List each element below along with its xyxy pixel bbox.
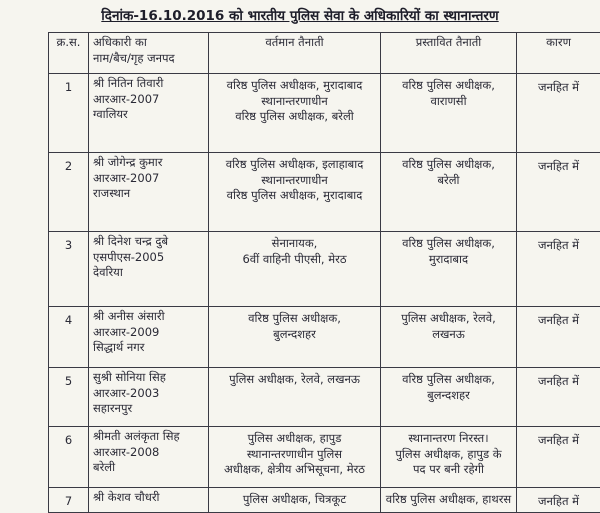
reason-cell: जनहित में [517,232,600,307]
table-row [49,232,600,307]
serial-cell: 4 [49,307,89,368]
current-posting-cell [209,368,381,427]
proposed-posting-cell [381,368,517,427]
header-officer-line-2: नाम/बैच/गृह जनपद [93,51,204,67]
current-posting-line: बुलन्दशहर [213,327,376,343]
current-posting-line: पुलिस अधीक्षक, रेलवे, लखनऊ [213,372,376,388]
header-officer [89,33,209,74]
proposed-posting-line: वरिष्ठ पुलिस अधीक्षक, हाथरस [385,492,512,508]
officer-cell [89,74,209,153]
transfer-table [48,32,600,513]
officer-home-district: बरेली [93,460,204,476]
serial-cell: 3 [49,232,89,307]
header-reason: कारण [517,33,600,74]
current-posting-line: 6वीं वाहिनी पीएसी, मेरठ [213,252,376,268]
header-current-posting: वर्तमान तैनाती [209,33,381,74]
officer-batch: आरआर-2007 [93,92,204,108]
reason-cell: जनहित में [517,488,600,513]
current-posting-line: वरिष्ठ पुलिस अधीक्षक, बरेली [213,109,376,125]
current-posting-line: पुलिस अधीक्षक, हापुड [213,431,376,447]
officer-cell [89,307,209,368]
reason-cell: जनहित में [517,153,600,232]
document-title [0,6,600,24]
officer-home-district: ग्वालियर [93,107,204,123]
officer-cell [89,368,209,427]
proposed-posting-cell [381,232,517,307]
header-proposed-posting: प्रस्तावित तैनाती [381,33,517,74]
reason-cell: जनहित में [517,74,600,153]
document-title-text: दिनांक-16.10.2016 को भारतीय पुलिस सेवा के अधिकारियों का स्थानान्तरण [101,8,498,24]
table-row [49,307,600,368]
current-posting-cell [209,153,381,232]
officer-batch: आरआर-2009 [93,325,204,341]
current-posting-cell [209,427,381,488]
officer-batch: एसपीएस-2005 [93,250,204,266]
current-posting-line: स्थानान्तरणाधीन [213,173,376,189]
proposed-posting-cell [381,153,517,232]
proposed-posting-line: बुलन्दशहर [385,388,512,404]
current-posting-line: वरिष्ठ पुलिस अधीक्षक, इलाहाबाद [213,157,376,173]
current-posting-line: अधीक्षक, क्षेत्रीय अभिसूचना, मेरठ [213,462,376,478]
current-posting-line: स्थानान्तरणाधीन पुलिस [213,447,376,463]
officer-batch: आरआर-2008 [93,445,204,461]
reason-cell: जनहित में [517,427,600,488]
proposed-posting-line: स्थानान्तरण निरस्त। [385,431,512,447]
header-officer-line-1: अधिकारी का [93,35,204,51]
officer-name: श्री नितिन तिवारी [93,76,204,92]
proposed-posting-line: वरिष्ठ पुलिस अधीक्षक, [385,157,512,173]
serial-cell: 5 [49,368,89,427]
current-posting-cell [209,307,381,368]
proposed-posting-cell [381,427,517,488]
proposed-posting-cell [381,307,517,368]
proposed-posting-line: पद पर बनी रहेगी [385,462,512,478]
table-row [49,488,600,513]
proposed-posting-cell [381,74,517,153]
serial-cell: 7 [49,488,89,513]
proposed-posting-line: पुलिस अधीक्षक, रेलवे, [385,311,512,327]
current-posting-cell [209,488,381,513]
proposed-posting-line: पुलिस अधीक्षक, हापुड के [385,447,512,463]
officer-name: श्री दिनेश चन्द्र दुबे [93,234,204,250]
current-posting-line: वरिष्ठ पुलिस अधीक्षक, मुरादाबाद [213,78,376,94]
officer-batch: आरआर-2007 [93,171,204,187]
officer-batch: आरआर-2003 [93,386,204,402]
officer-name: श्री जोगेन्द्र कुमार [93,155,204,171]
officer-home-district: सिद्धार्थ नगर [93,340,204,356]
current-posting-cell [209,232,381,307]
current-posting-line: पुलिस अधीक्षक, चित्रकूट [213,492,376,508]
serial-cell: 2 [49,153,89,232]
table-row [49,427,600,488]
current-posting-cell [209,74,381,153]
current-posting-line: वरिष्ठ पुलिस अधीक्षक, मुरादाबाद [213,188,376,204]
serial-cell: 1 [49,74,89,153]
reason-cell: जनहित में [517,307,600,368]
officer-home-district: राजस्थान [93,186,204,202]
officer-name: सुश्री सोनिया सिह [93,370,204,386]
header-serial: क्र.स. [49,33,89,74]
officer-cell [89,232,209,307]
proposed-posting-line: बरेली [385,173,512,189]
table-row [49,153,600,232]
officer-home-district: देवरिया [93,265,204,281]
proposed-posting-line: लखनऊ [385,327,512,343]
officer-name: श्रीमती अलंकृता सिह [93,429,204,445]
current-posting-line: वरिष्ठ पुलिस अधीक्षक, [213,311,376,327]
table-row [49,74,600,153]
officer-name: श्री केशव चौधरी [93,490,204,506]
officer-name: श्री अनीस अंसारी [93,309,204,325]
current-posting-line: सेनानायक, [213,236,376,252]
officer-cell [89,427,209,488]
serial-cell: 6 [49,427,89,488]
proposed-posting-line: वरिष्ठ पुलिस अधीक्षक, [385,78,512,94]
reason-cell: जनहित में [517,368,600,427]
proposed-posting-line: वाराणसी [385,94,512,110]
current-posting-line: स्थानान्तरणाधीन [213,94,376,110]
table-row [49,368,600,427]
table-header-row [49,33,600,74]
proposed-posting-line: वरिष्ठ पुलिस अधीक्षक, [385,372,512,388]
officer-cell [89,153,209,232]
officer-home-district: सहारनपुर [93,401,204,417]
proposed-posting-line: मुरादाबाद [385,252,512,268]
proposed-posting-cell [381,488,517,513]
officer-cell [89,488,209,513]
proposed-posting-line: वरिष्ठ पुलिस अधीक्षक, [385,236,512,252]
